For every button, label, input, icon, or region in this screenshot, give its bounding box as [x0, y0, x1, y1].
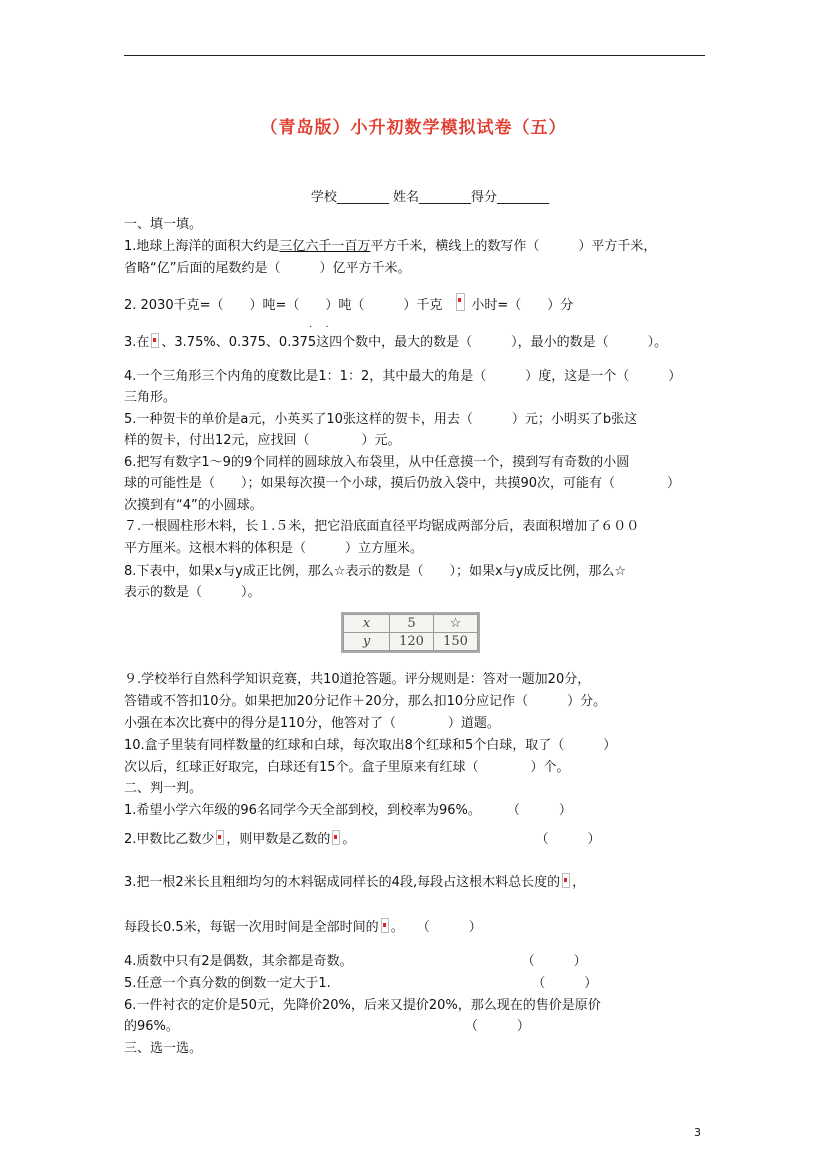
judge-6-line-2: 的96%。 （ ） — [124, 1019, 530, 1034]
broken-image-icon — [216, 830, 224, 845]
judge-6-line-1: 6.一件衬衣的定价是50元，先降价20%，后来又提价20%，那么现在的售价是原价 — [124, 998, 601, 1013]
table-cell: 120 — [390, 633, 434, 651]
q3-text-a: 3.在 — [124, 335, 150, 350]
j3-text-c: 每段长0.5米，每锯一次用时间是全部时间的 — [124, 920, 379, 935]
j3-text-a: 3.把一根2米长且粗细均匀的木料锯成同样长的4段,每段占这根木料总长度的 — [124, 875, 561, 890]
question-5-line-2: 样的贺卡，付出12元，应找回（ ）元。 — [124, 433, 401, 448]
question-9-line-1: ９.学校举行自然科学知识竞赛，共10道抢答题。评分规则是：答对一题加20分， — [124, 672, 591, 687]
q1-text-b: 平方千米，横线上的数写作（ ）平方千米， — [370, 239, 657, 254]
proportion-table — [343, 614, 478, 651]
broken-image-icon — [151, 333, 159, 348]
judge-3-line-1 — [124, 873, 585, 891]
judge-2 — [124, 830, 600, 848]
page-number: 3 — [694, 1126, 701, 1139]
question-9-line-3: 小强在本次比赛中的得分是110分，他答对了（ ）道题。 — [124, 716, 500, 731]
broken-image-icon — [332, 830, 340, 845]
question-2 — [124, 293, 573, 314]
table-row — [344, 615, 478, 633]
q1-text-a: 1.地球上海洋的面积大约是 — [124, 239, 280, 254]
q1-underlined: 三亿六千一百万 — [279, 239, 371, 254]
broken-image-icon — [456, 293, 465, 311]
q2-text-b: 小时=（ ）分 — [471, 298, 574, 313]
table-cell: 150 — [434, 633, 478, 651]
question-10-line-1: 10.盒子里装有同样数量的红球和白球，每次取出8个红球和5个白球，取了（ ） — [124, 738, 617, 753]
question-5-line-1: 5.一种贺卡的单价是a元，小英买了10张这样的贺卡，用去（ ）元；小明买了b张这 — [124, 412, 638, 427]
judge-3-line-2 — [124, 918, 482, 936]
student-info-line: 学校________ 姓名________得分________ — [310, 190, 550, 205]
table-cell: x — [344, 615, 390, 633]
judge-4: 4.质数中只有2是偶数，其余都是奇数。 （ ） — [124, 954, 587, 969]
section-multiple-choice: 三、选一选。 — [124, 1041, 203, 1056]
table-cell: 5 — [390, 615, 434, 633]
section-fill-in: 一、填一填。 — [124, 217, 203, 232]
question-4-line-2: 三角形。 — [124, 390, 177, 405]
question-7-line-2: 平方厘米。这根木料的体积是（ ）立方厘米。 — [124, 541, 424, 556]
question-1-line-2: 省略“亿”后面的尾数约是（ ）亿平方千米。 — [124, 261, 411, 276]
j2-text-c: 。 — [342, 832, 356, 847]
q2-text-a: 2. 2030千克=（ ）吨=（ ）吨（ ）千克 — [124, 298, 443, 313]
question-9-line-2: 答错或不答扣10分。如果把加20分记作＋20分，那么扣10分应记作（ ）分。 — [124, 694, 607, 709]
q3-text-b: 、3.75%、0.375、0.375这四个数中，最大的数是（ ），最小的数是（ ）。 — [161, 335, 668, 350]
question-6-line-1: 6.把写有数字1～9的9个同样的圆球放入布袋里，从中任意摸一个，摸到写有奇数的小圆 — [124, 455, 630, 470]
j2-text-a: 2.甲数比乙数少 — [124, 832, 215, 847]
question-8-line-2: 表示的数是（ ）。 — [124, 585, 261, 600]
question-1-line-1 — [124, 239, 656, 255]
j3-text-b: ， — [572, 875, 586, 890]
repeating-decimal-dots: · · — [309, 322, 334, 333]
table-cell: y — [344, 633, 390, 651]
question-8-line-1: 8.下表中，如果x与y成正比例，那么☆表示的数是（ ）；如果x与y成反比例，那么☆ — [124, 564, 626, 579]
broken-image-icon — [562, 873, 570, 888]
j2-answer: （ ） — [535, 832, 601, 847]
broken-image-icon — [381, 918, 389, 933]
j2-text-b: ，则甲数是乙数的 — [226, 832, 331, 847]
j3-text-d: 。 （ ） — [390, 920, 482, 935]
question-3 — [124, 333, 667, 351]
section-true-false: 二、判一判。 — [124, 781, 203, 796]
table-cell: ☆ — [434, 615, 478, 633]
page-title: （青岛版）小升初数学模拟试卷（五） — [260, 118, 567, 138]
question-7-line-1: ７.一根圆柱形木料，长１.５米，把它沿底面直径平均锯成两部分后，表面积增加了６００ — [124, 519, 640, 534]
question-6-line-3: 次摸到有“4”的小圆球。 — [124, 498, 263, 513]
question-6-line-2: 球的可能性是（ ）；如果每次摸一个小球，摸后仍放入袋中，共摸90次，可能有（ ） — [124, 476, 681, 491]
question-4-line-1: 4.一个三角形三个内角的度数比是1：1：2，其中最大的角是（ ）度，这是一个（ ） — [124, 369, 682, 384]
table-row — [344, 633, 478, 651]
header-rule — [124, 55, 705, 56]
judge-1: 1.希望小学六年级的96名同学今天全部到校，到校率为96%。 （ ） — [124, 803, 572, 818]
question-10-line-2: 次以后，红球正好取完，白球还有15个。盒子里原来有红球（ ）个。 — [124, 760, 570, 775]
judge-5: 5.任意一个真分数的倒数一定大于1. （ ） — [124, 976, 598, 991]
